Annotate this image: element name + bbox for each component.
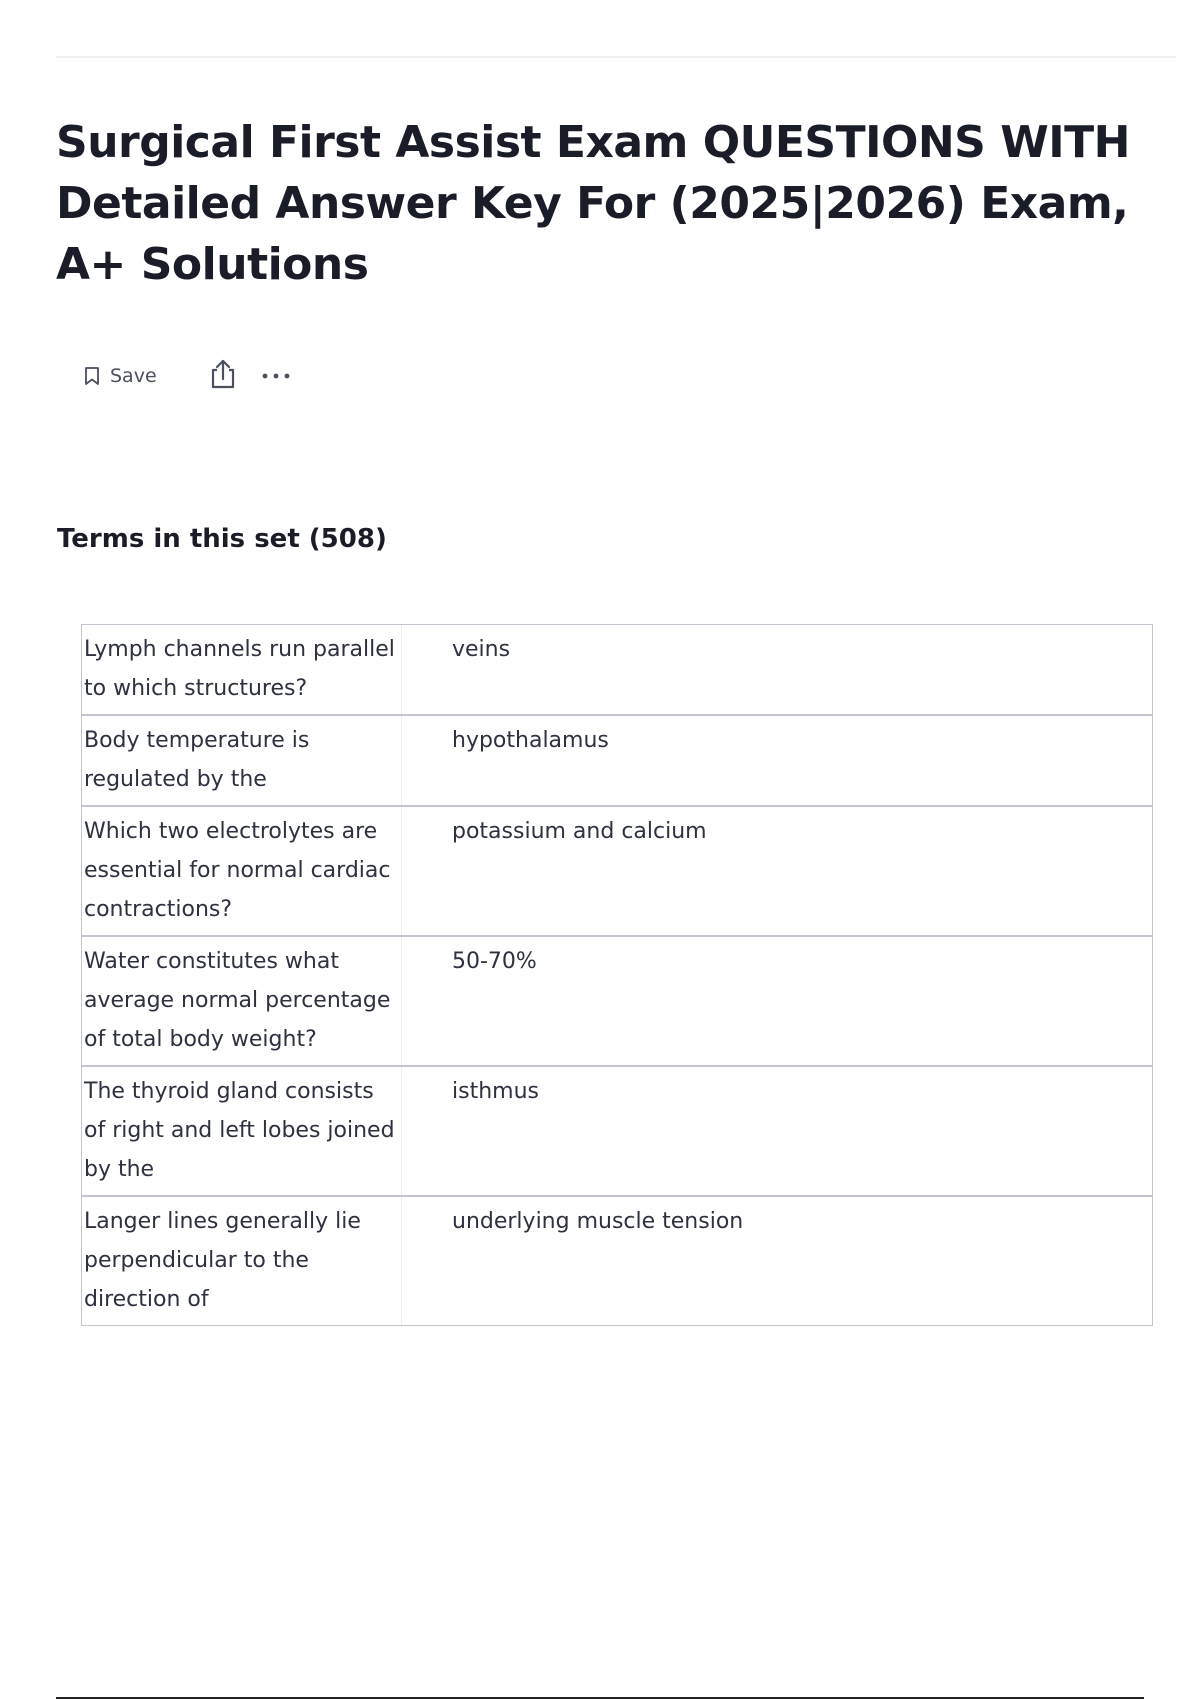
definition-text: potassium and calcium	[452, 819, 707, 844]
bookmark-icon	[84, 366, 100, 386]
term-text: Langer lines generally lie perpendicular to the direction of	[82, 1197, 402, 1325]
definition-text: isthmus	[452, 1079, 539, 1104]
term-text: Lymph channels run parallel to which structures?	[82, 625, 402, 714]
term-row[interactable]	[82, 714, 1152, 805]
term-row[interactable]	[82, 1195, 1152, 1325]
definition-text: veins	[452, 637, 511, 662]
definition-text: underlying muscle tension	[452, 1209, 744, 1234]
term-row[interactable]	[82, 1065, 1152, 1195]
term-row[interactable]	[82, 935, 1152, 1065]
term-text: Which two electrolytes are essential for normal cardiac contractions?	[82, 807, 402, 935]
top-divider	[56, 56, 1176, 58]
save-label: Save	[110, 365, 157, 387]
terms-list	[81, 624, 1153, 1326]
term-text: The thyroid gland consists of right and left lobes joined by the	[82, 1067, 402, 1195]
definition-text: 50-70%	[452, 949, 537, 974]
share-icon	[209, 358, 237, 395]
more-options-button[interactable]	[261, 358, 291, 394]
term-row[interactable]	[82, 625, 1152, 714]
page-title: Surgical First Assist Exam QUESTIONS WITH Detailed Answer Key For (2025|2026) Exam, A+ Solutions	[56, 117, 1130, 290]
more-options-icon	[261, 367, 291, 385]
bottom-divider	[56, 1697, 1144, 1699]
share-button[interactable]	[209, 358, 237, 394]
term-row[interactable]	[82, 805, 1152, 935]
terms-heading: Terms in this set (508)	[57, 524, 387, 554]
term-text: Body temperature is regulated by the	[82, 716, 402, 805]
save-button[interactable]	[84, 358, 157, 394]
term-text: Water constitutes what average normal percentage of total body weight?	[82, 937, 402, 1065]
action-bar	[84, 358, 291, 394]
definition-text: hypothalamus	[452, 728, 609, 753]
